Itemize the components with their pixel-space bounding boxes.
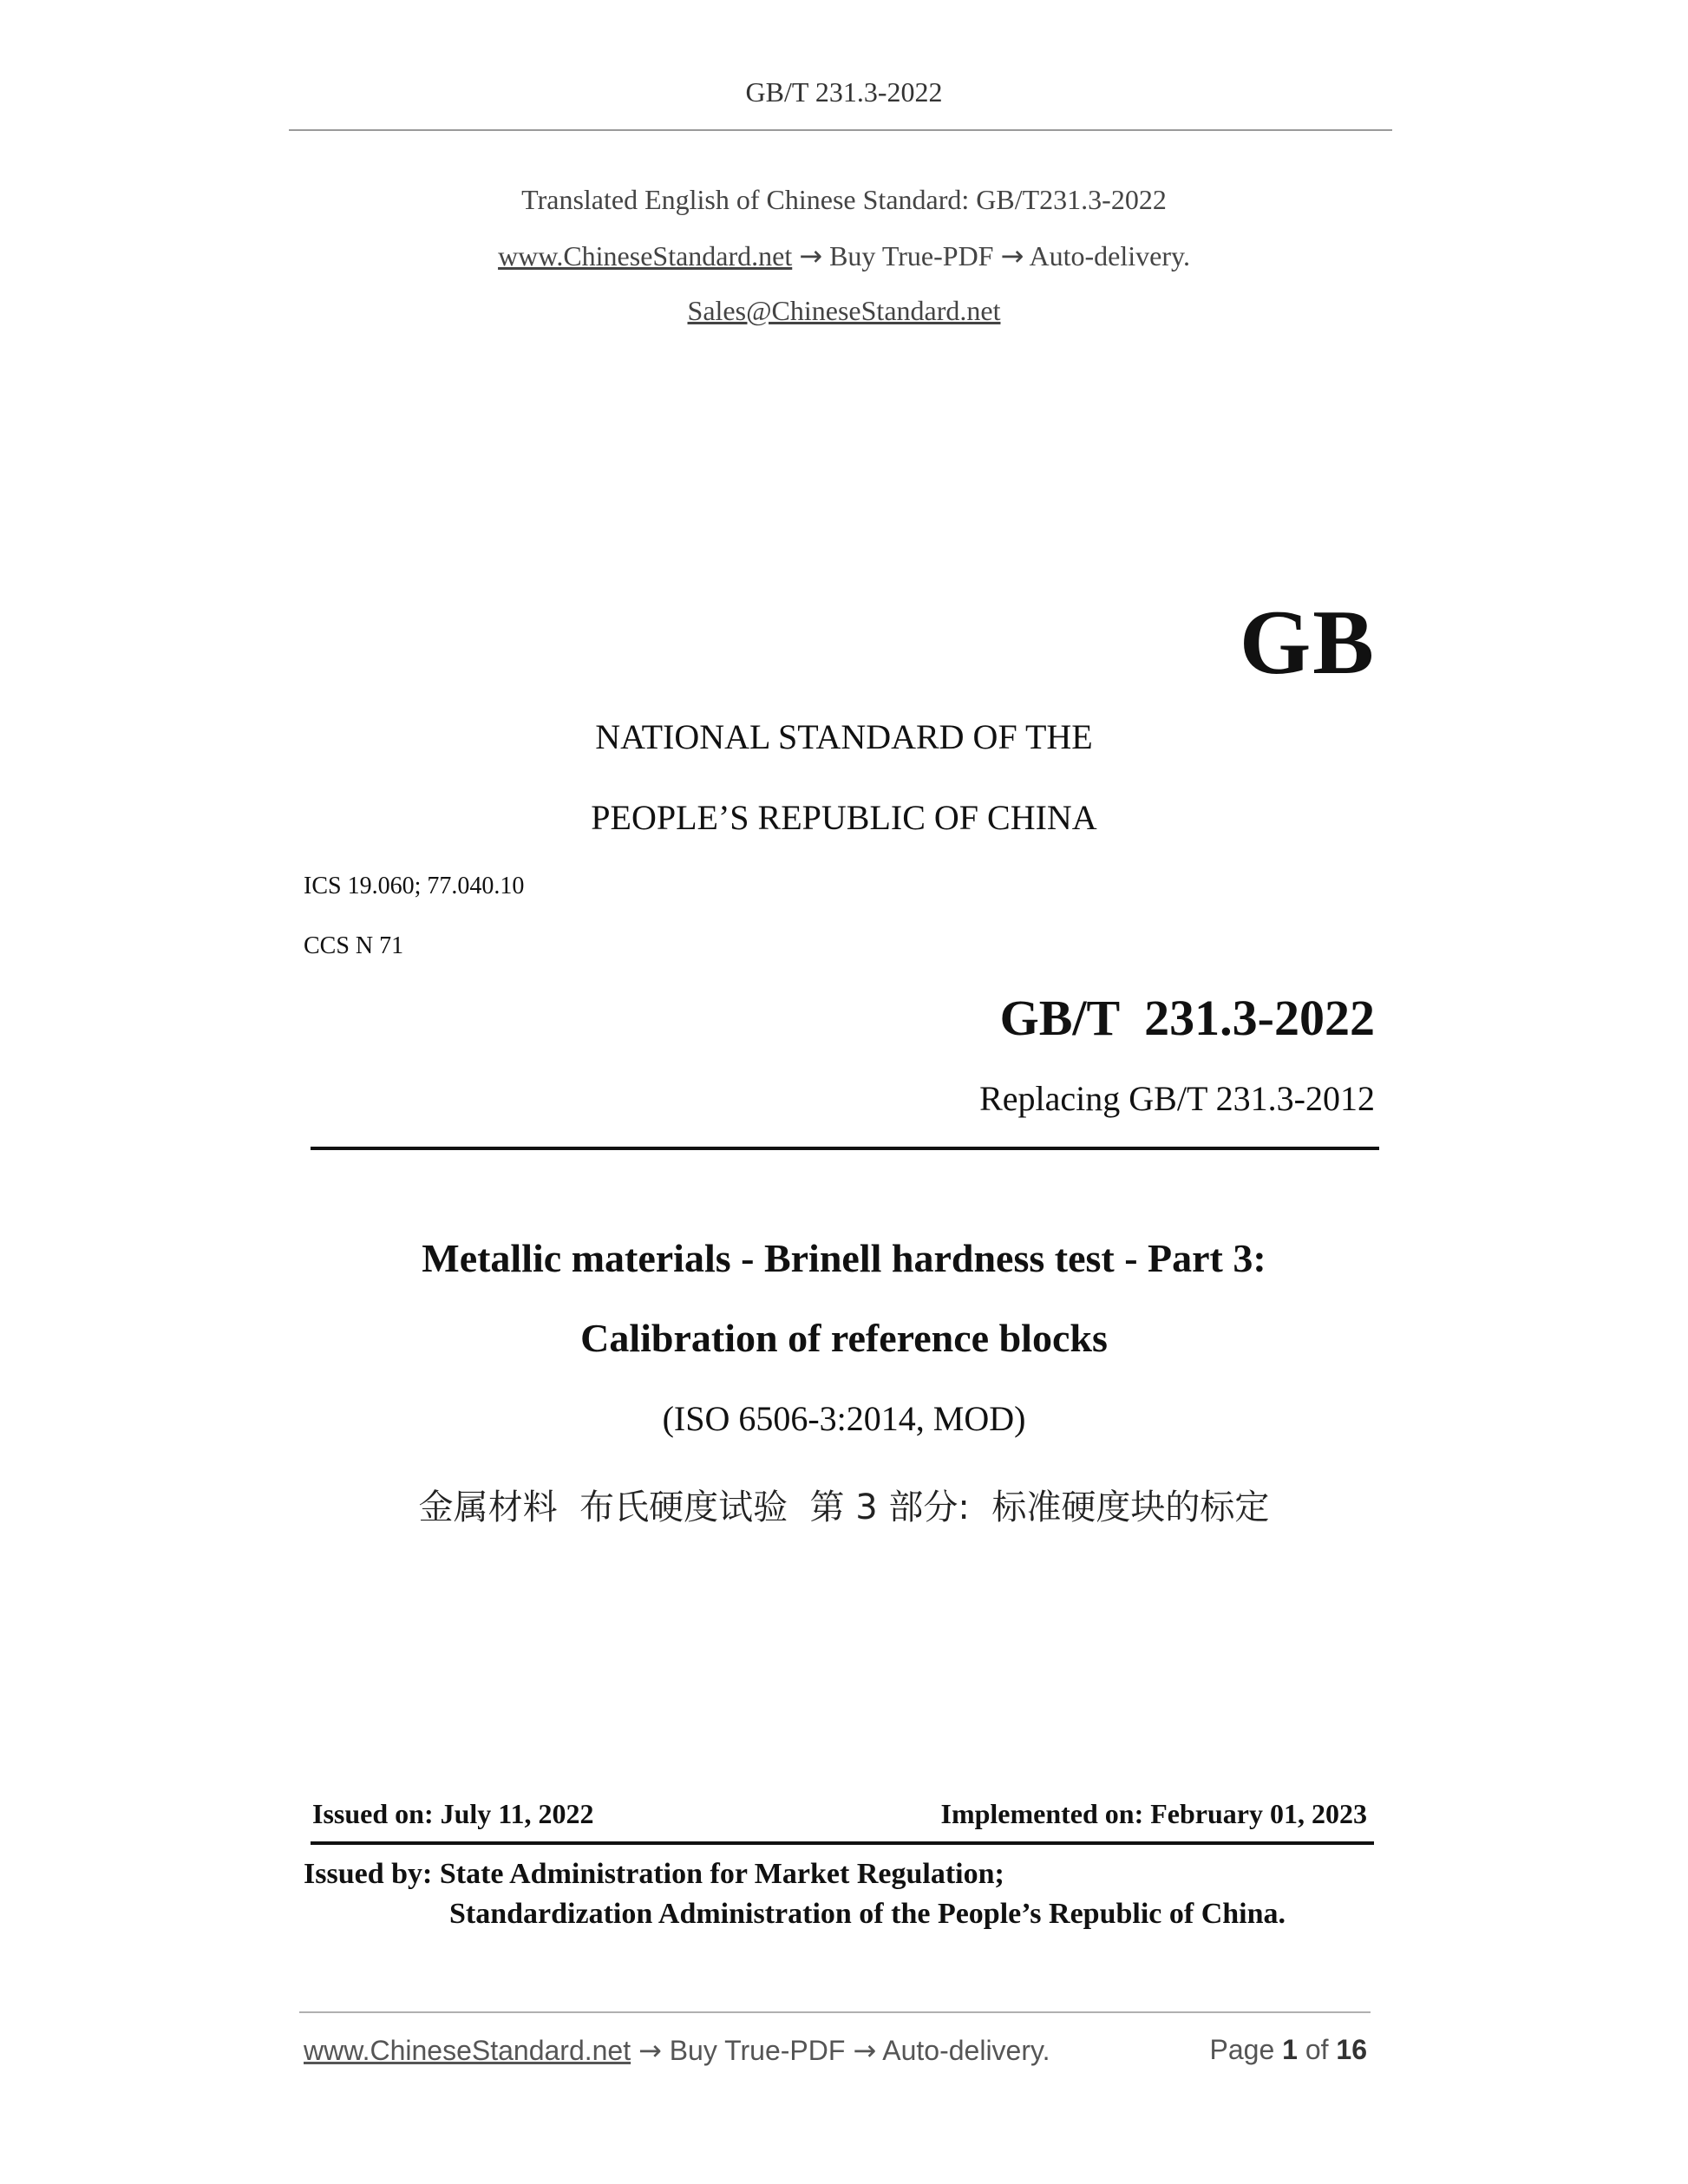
- national-standard-line2: PEOPLE’S REPUBLIC OF CHINA: [591, 798, 1097, 837]
- standard-code: GB/T 231.3-2022: [999, 990, 1375, 1046]
- page-total: 16: [1336, 2034, 1367, 2065]
- ics-code: ICS 19.060; 77.040.10: [304, 873, 525, 899]
- footer-buy-text: Buy True-PDF: [669, 2035, 846, 2066]
- page-of: of: [1305, 2034, 1329, 2065]
- header-auto-text: Auto-delivery.: [1029, 240, 1190, 271]
- page-label: Page: [1209, 2034, 1275, 2065]
- implemented-on-date: Implemented on: February 01, 2023: [940, 1798, 1367, 1829]
- arrow-right-icon: →: [1000, 239, 1024, 272]
- page-indicator: [1210, 2034, 1367, 2066]
- translated-line: Translated English of Chinese Standard: GB/T231.3-2022: [521, 184, 1167, 215]
- footer-link-line: [304, 2034, 1050, 2067]
- page-current: 1: [1282, 2034, 1298, 2065]
- gb-mark: GB: [1239, 592, 1376, 693]
- header-divider: [289, 129, 1392, 131]
- footer-auto-text: Auto-delivery.: [882, 2035, 1050, 2066]
- header-standard-code: GB/T 231.3-2022: [745, 76, 943, 108]
- email-line: [0, 295, 1688, 327]
- issued-by-line2: Standardization Administration of the People’s Republic of China.: [449, 1898, 1286, 1930]
- adoption-note: (ISO 6506-3:2014, MOD): [662, 1399, 1026, 1438]
- national-standard-line1: NATIONAL STANDARD OF THE: [595, 717, 1093, 756]
- replacing-note: Replacing GB/T 231.3-2012: [979, 1079, 1375, 1118]
- title-line1: Metallic materials - Brinell hardness test - Part 3:: [422, 1236, 1266, 1280]
- ccs-code: CCS N 71: [304, 932, 404, 959]
- chinese-title: 金属材料 布氏硬度试验 第 3 部分: 标准硬度块的标定: [418, 1488, 1270, 1527]
- title-line2: Calibration of reference blocks: [580, 1316, 1108, 1360]
- footer-divider: [299, 2011, 1371, 2013]
- arrow-right-icon: →: [799, 239, 823, 272]
- cover-divider: [311, 1147, 1379, 1150]
- header-link-line: [0, 239, 1688, 272]
- footer-site-link[interactable]: www.ChineseStandard.net: [304, 2035, 631, 2066]
- issued-by-line1: Issued by: State Administration for Market Regulation;: [304, 1858, 1004, 1890]
- header-buy-text: Buy True-PDF: [829, 240, 994, 271]
- issued-divider: [311, 1841, 1374, 1845]
- arrow-right-icon: →: [853, 2034, 877, 2067]
- header-site-link[interactable]: www.ChineseStandard.net: [498, 240, 793, 271]
- issued-on-date: Issued on: July 11, 2022: [312, 1798, 594, 1829]
- sales-email-link[interactable]: Sales@ChineseStandard.net: [687, 295, 1001, 326]
- arrow-right-icon: →: [638, 2034, 662, 2067]
